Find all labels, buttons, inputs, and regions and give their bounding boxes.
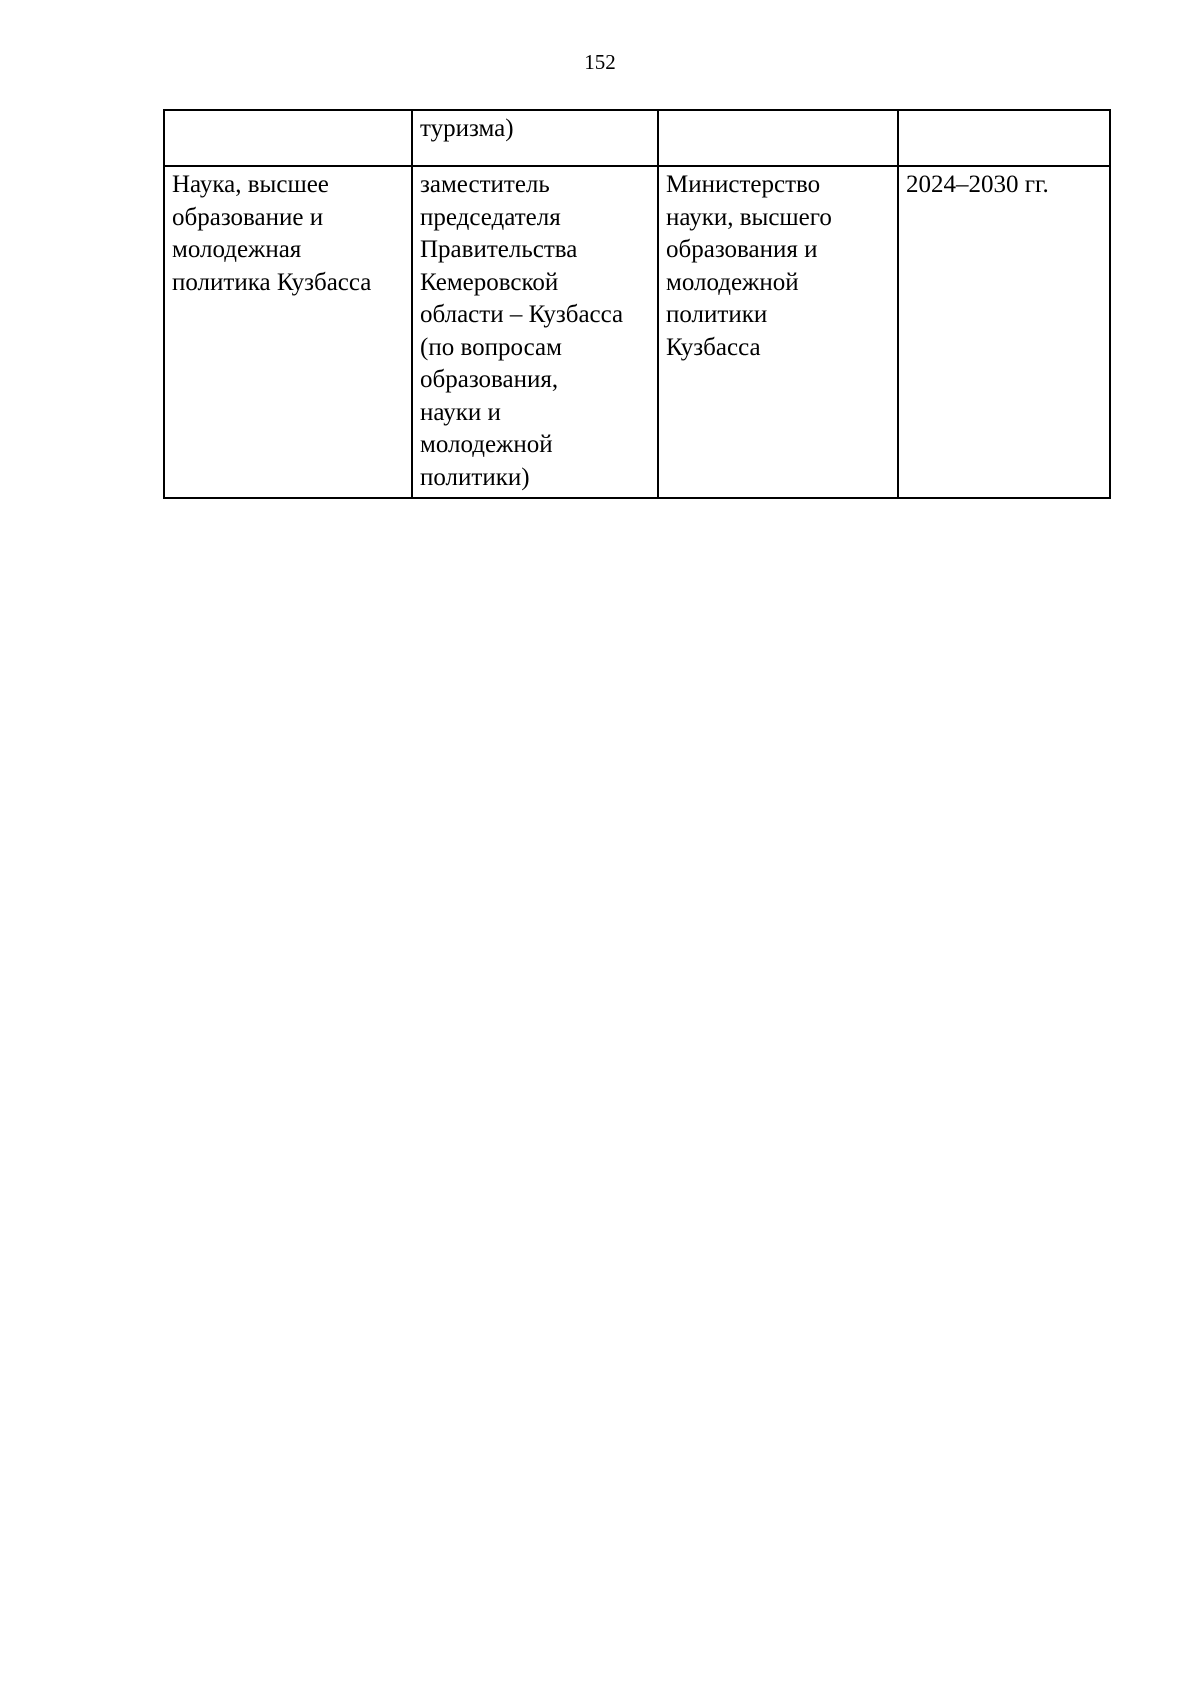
table-cell-period [898,110,1110,166]
table-cell-executor: Министерство науки, высшего образования и молодежной политики Кузбасса [658,166,898,498]
table-cell-area [164,110,412,166]
table-row [164,166,1110,498]
table-cell-period: 2024–2030 гг. [898,166,1110,498]
page-number: 152 [584,50,616,74]
table-cell-executor [658,110,898,166]
table-cell-responsible-person: туризма) [412,110,658,166]
table-cell-area: Наука, высшее образование и молодежная политика Кузбасса [164,166,412,498]
document-table [163,109,1111,499]
table-row [164,110,1110,166]
table-cell-responsible-person: заместитель председателя Правительства Кемеровской области – Кузбасса (по вопросам образования, науки и молодежной политики) [412,166,658,498]
